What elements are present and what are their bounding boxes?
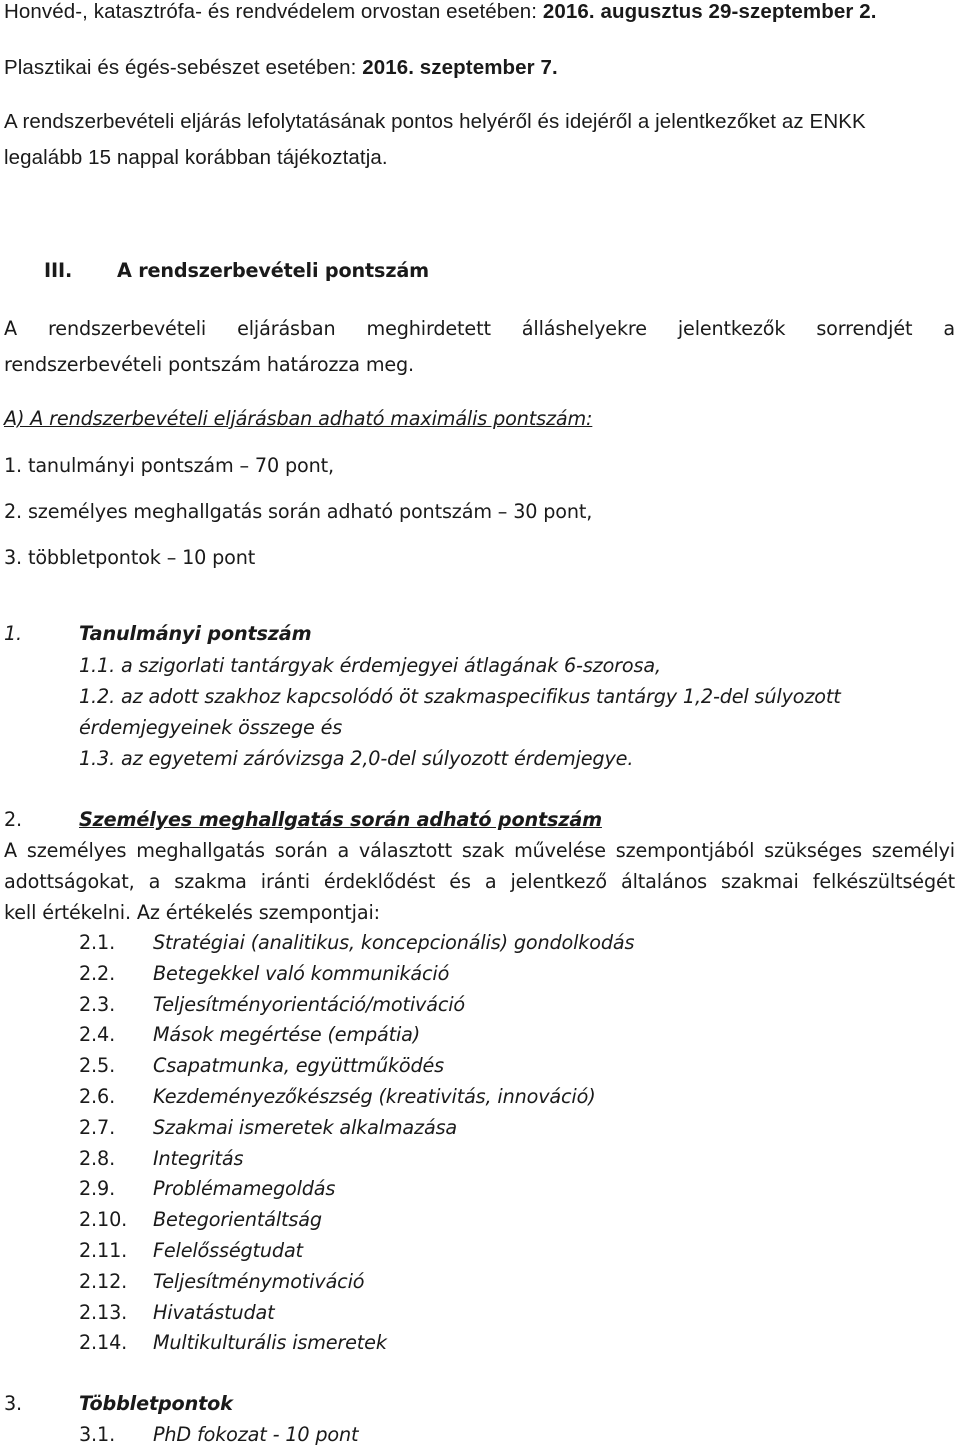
criterion-text: Felelősségtudat: [153, 1239, 303, 1262]
tobblet-title: Többletpontok: [79, 1392, 233, 1415]
tanulmanyi-item-2-cont: érdemjegyeinek összege és: [79, 716, 343, 739]
szemelyes-paragraph-line-1: A személyes meghallgatás során a választott szak művelése szempontjából szükséges személyi: [4, 839, 955, 862]
criterion-number: 2.9.: [79, 1177, 116, 1200]
szemelyes-title: Személyes meghallgatás során adható pontszám: [79, 808, 602, 831]
section-title: A rendszerbevételi pontszám: [117, 259, 429, 282]
criterion-number: 2.10.: [79, 1208, 128, 1231]
criterion-text: Hivatástudat: [153, 1301, 275, 1324]
criterion-number: 2.7.: [79, 1116, 116, 1139]
tanulmanyi-number: 1.: [4, 622, 23, 645]
criterion-text: Kezdeményezőkészség (kreativitás, innováció): [153, 1085, 596, 1108]
criterion-number: 2.5.: [79, 1054, 116, 1077]
intro-line-3: A rendszerbevételi eljárás lefolytatásának pontos helyéről és idejéről a jelentkezőket az ENKK: [4, 110, 866, 133]
criterion-text: Csapatmunka, együttműködés: [153, 1054, 445, 1077]
tobblet-item-text: PhD fokozat - 10 pont: [153, 1423, 359, 1446]
criterion-text: Teljesítményorientáció/motiváció: [153, 993, 465, 1016]
criterion-text: Mások megértése (empátia): [153, 1023, 421, 1046]
tanulmanyi-item-2: 1.2. az adott szakhoz kapcsolódó öt szakmaspecifikus tantárgy 1,2-del súlyozott: [79, 685, 841, 708]
intro-line-4: legalább 15 nappal korábban tájékoztatja.: [4, 146, 388, 169]
criterion-text: Stratégiai (analitikus, koncepcionális) gondolkodás: [153, 931, 635, 954]
szemelyes-number: 2.: [4, 808, 23, 831]
criterion-number: 2.1.: [79, 931, 116, 954]
szemelyes-paragraph-line-3: kell értékelni. Az értékelés szempontjai:: [4, 901, 380, 924]
criterion-number: 2.2.: [79, 962, 116, 985]
tobblet-number: 3.: [4, 1392, 23, 1415]
tanulmanyi-item-1: 1.1. a szigorlati tantárgyak érdemjegyei átlagának 6-szorosa,: [79, 654, 661, 677]
criterion-number: 2.3.: [79, 993, 116, 1016]
criterion-text: Betegekkel való kommunikáció: [153, 962, 450, 985]
intro-line-2-date: 2016. szeptember 7.: [362, 56, 558, 79]
criterion-number: 2.4.: [79, 1023, 116, 1046]
tanulmanyi-item-3: 1.3. az egyetemi záróvizsga 2,0-del súlyozott érdemjegye.: [79, 747, 634, 770]
max-points-item-1: 1. tanulmányi pontszám – 70 pont,: [4, 454, 334, 477]
criterion-number: 2.14.: [79, 1331, 128, 1354]
intro-line-1: [4, 0, 877, 24]
criterion-number: 2.12.: [79, 1270, 128, 1293]
criterion-text: Problémamegoldás: [153, 1177, 336, 1200]
criterion-number: 2.8.: [79, 1147, 116, 1170]
szemelyes-paragraph-line-2: adottságokat, a szakma iránti érdeklődést és a jelentkező általános szakmai felkészültségét: [4, 870, 955, 893]
criterion-number: 2.6.: [79, 1085, 116, 1108]
criterion-text: Betegorientáltság: [153, 1208, 322, 1231]
max-points-item-2: 2. személyes meghallgatás során adható pontszám – 30 pont,: [4, 500, 593, 523]
criterion-text: Szakmai ismeretek alkalmazása: [153, 1116, 458, 1139]
max-points-item-3: 3. többletpontok – 10 pont: [4, 546, 256, 569]
criterion-text: Teljesítménymotiváció: [153, 1270, 365, 1293]
tanulmanyi-title: Tanulmányi pontszám: [79, 622, 312, 645]
section-numeral: III.: [44, 259, 73, 282]
intro-line-2-text: Plasztikai és égés-sebészet esetében:: [4, 56, 363, 79]
intro-line-2: [4, 56, 558, 80]
tobblet-item-number: 3.1.: [79, 1423, 116, 1446]
criterion-text: Multikulturális ismeretek: [153, 1331, 387, 1354]
criterion-text: Integritás: [153, 1147, 244, 1170]
max-points-subheading: A) A rendszerbevételi eljárásban adható maximális pontszám:: [4, 407, 593, 430]
criterion-number: 2.11.: [79, 1239, 128, 1262]
section-paragraph-line-1: A rendszerbevételi eljárásban meghirdetett álláshelyekre jelentkezők sorrendjét a: [4, 317, 955, 340]
intro-line-1-text: Honvéd-, katasztrófa- és rendvédelem orvostan esetében:: [4, 0, 543, 23]
intro-line-1-date: 2016. augusztus 29-szeptember 2.: [542, 0, 877, 23]
criterion-number: 2.13.: [79, 1301, 128, 1324]
section-paragraph-line-2: rendszerbevételi pontszám határozza meg.: [4, 353, 415, 376]
